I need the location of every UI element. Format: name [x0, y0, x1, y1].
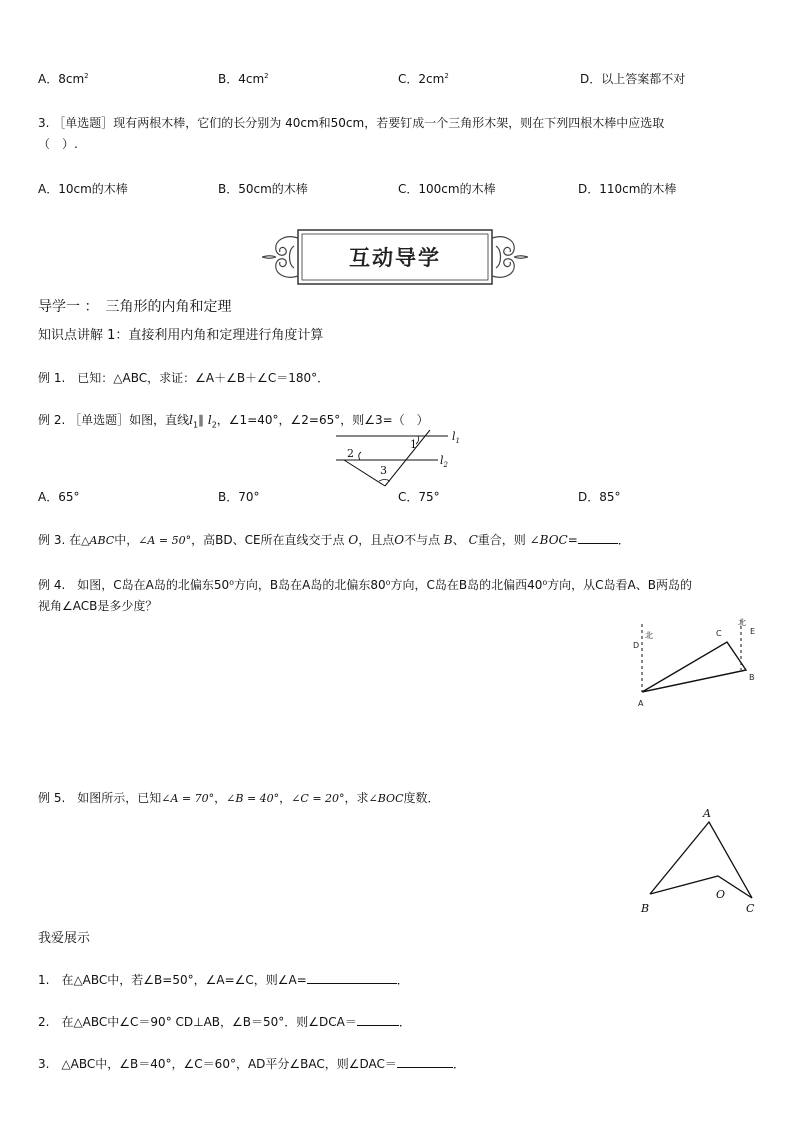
option-c: C．$2cm^2$: [398, 72, 449, 86]
angle-1-label: 1: [410, 438, 417, 451]
example-3: 例 3. 在△ABC中，∠A = 50°，高BD、CE所在直线交于点 O，且点O不与点 B、 C重合，则 ∠BOC= ．: [38, 533, 630, 547]
question-3-text: 3. ［单选题］现有两根木棒，它们的长分别为 40cm和50cm，若要钉成一个三角形木架，则在下列四根木棒中应选取: [38, 116, 665, 130]
example-2: 例 2. ［单选题］如图，直线$l_1\parallel$ $l_2$，∠1=40°，∠2=65°，则∠3=（ ）: [38, 413, 429, 430]
example-1: 例 1. 已知：△ABC，求证：∠A＋∠B＋∠C＝180°．: [38, 371, 330, 385]
ex2-option-c: C．75°: [398, 490, 440, 504]
islands-figure: [628, 612, 768, 712]
boc-figure: [636, 804, 766, 916]
line-l1-label: $l_1$: [452, 430, 460, 445]
point-b-label: B: [749, 673, 755, 682]
show-title: 我爱展示: [38, 931, 91, 946]
point-e-label: E: [750, 627, 756, 636]
practice-2-blank[interactable]: [357, 1013, 399, 1026]
practice-3: 3. △ABC中，∠B＝40°，∠C＝60°，AD平分∠BAC，则∠DAC＝ ．: [38, 1057, 465, 1071]
q3-option-b: B．50cm的木棒: [218, 182, 308, 196]
ex2-option-a: A．65°: [38, 490, 80, 504]
section-title: 导学一 ： 三角形的内角和定理: [38, 299, 232, 315]
example-4-text: 例 4. 如图，C岛在A岛的北偏东50⁰方向，B岛在A岛的北偏东80⁰方向，C岛在B岛的北偏西40⁰方向，从C岛看A、B两岛的: [38, 578, 692, 592]
north-label-a: 北: [645, 631, 653, 640]
example-4-question: 视角∠ACB是多少度？: [38, 599, 158, 613]
ex2-option-d: D．85°: [578, 490, 621, 504]
north-label-b: 北: [738, 618, 746, 627]
option-d: D．以上答案都不对: [580, 72, 686, 86]
practice-1-blank[interactable]: [307, 971, 397, 984]
angle-2-label: 2: [347, 447, 354, 460]
example-5: 例 5. 如图所示，已知∠A = 70°，∠B = 40°，∠C = 20°，求∠BOC度数．: [38, 791, 440, 805]
section-banner: [258, 226, 532, 288]
option-b: B．$4cm^2$: [218, 72, 269, 86]
point-a-label: A: [638, 699, 644, 708]
option-a: A．$8cm^2$: [38, 72, 89, 86]
q3-option-a: A．10cm的木棒: [38, 182, 128, 196]
vertex-b-label: B: [641, 902, 650, 915]
question-3-paren: （ ）.: [38, 137, 78, 151]
practice-1: 1. 在△ABC中，若∠B=50°，∠A=∠C，则∠A= ．: [38, 973, 409, 987]
answer-blank[interactable]: [578, 531, 618, 544]
vertex-o-label: O: [716, 888, 726, 901]
q3-option-c: C．100cm的木棒: [398, 182, 496, 196]
vertex-a-label: A: [703, 807, 711, 820]
ex2-option-b: B．70°: [218, 490, 260, 504]
practice-2: 2. 在△ABC中∠C＝90° CD⊥AB，∠B＝50°．则∠DCA＝ ．: [38, 1015, 411, 1029]
q3-option-d: D．110cm的木棒: [578, 182, 677, 196]
parallel-lines-figure: [330, 426, 480, 490]
line-l2-label: $l_2$: [440, 454, 448, 469]
point-c-label: C: [716, 629, 722, 638]
practice-3-blank[interactable]: [397, 1055, 453, 1068]
point-d-label: D: [633, 641, 640, 650]
vertex-c-label: C: [746, 902, 755, 915]
banner-title: 互动导学: [349, 245, 441, 270]
knowledge-point: 知识点讲解 1：直接利用内角和定理进行角度计算: [38, 328, 324, 343]
angle-3-label: 3: [380, 464, 387, 477]
